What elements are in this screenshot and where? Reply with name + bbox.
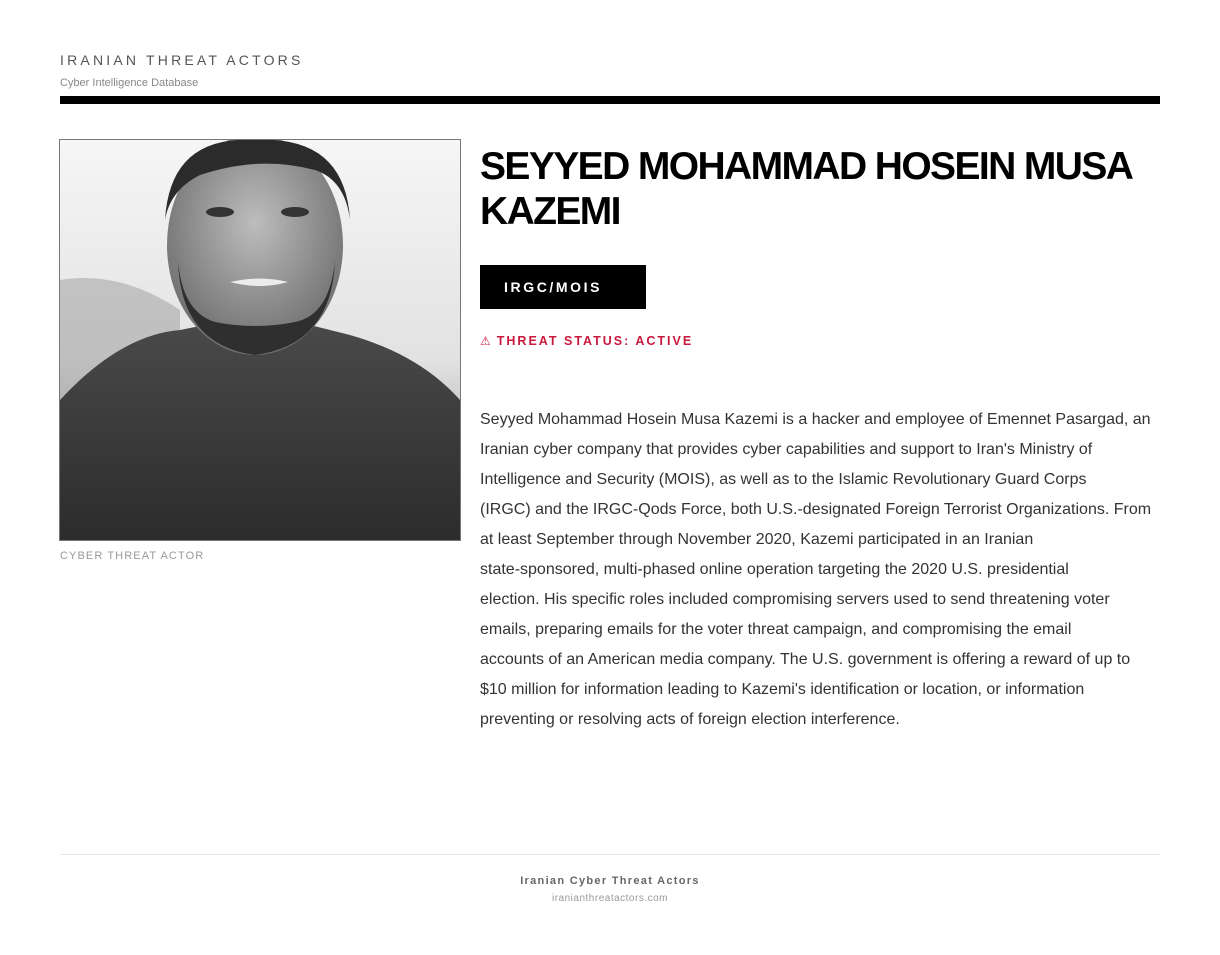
actor-photo [59, 139, 461, 541]
header-divider [60, 96, 1160, 104]
bio-line: preventing or resolving acts of foreign election interference. [480, 711, 900, 728]
footer-title: Iranian Cyber Threat Actors [520, 875, 700, 887]
bio-line: accounts of an American media company. The U.S. government is offering a reward of up to [480, 651, 1131, 668]
bio-line: at least September through November 2020, Kazemi participated in an Iranian [480, 531, 1034, 548]
site-footer [0, 874, 1220, 905]
bio-line: election. His specific roles included compromising servers used to send threatening voter [480, 591, 1110, 608]
bio-line: Intelligence and Security (MOIS), as well as to the Islamic Revolutionary Guard Corps [480, 471, 1087, 488]
warning-icon: ⚠ [480, 334, 491, 348]
affiliation-badge: IRGC/MOIS [480, 265, 646, 309]
portrait-photo-icon [60, 140, 460, 540]
photo-caption: CYBER THREAT ACTOR [60, 550, 205, 562]
bio-line: Iranian cyber company that provides cyber capabilities and support to Iran's Ministry of [480, 441, 1093, 458]
bio-line: $10 million for information leading to Kazemi's identification or location, or information [480, 681, 1085, 698]
site-title: IRANIAN THREAT ACTORS [60, 52, 304, 68]
footer-divider [60, 854, 1160, 855]
threat-status-label: THREAT STATUS: ACTIVE [496, 334, 694, 348]
threat-status [480, 333, 693, 349]
actor-name: SEYYED MOHAMMAD HOSEIN MUSA KAZEMI [480, 145, 1131, 233]
site-header [60, 52, 1160, 90]
actor-bio [480, 405, 1180, 735]
footer-url[interactable]: iranianthreatactors.com [552, 893, 668, 904]
bio-line: state-sponsored, multi-phased online operation targeting the 2020 U.S. presidential [480, 561, 1069, 578]
site-subtitle: Cyber Intelligence Database [60, 77, 199, 89]
bio-line: (IRGC) and the IRGC-Qods Force, both U.S.-designated Foreign Terrorist Organizations. From [480, 501, 1152, 518]
bio-line: emails, preparing emails for the voter threat campaign, and compromising the email [480, 621, 1072, 638]
bio-line: Seyyed Mohammad Hosein Musa Kazemi is a hacker and employee of Emennet Pasargad, an [480, 411, 1151, 428]
